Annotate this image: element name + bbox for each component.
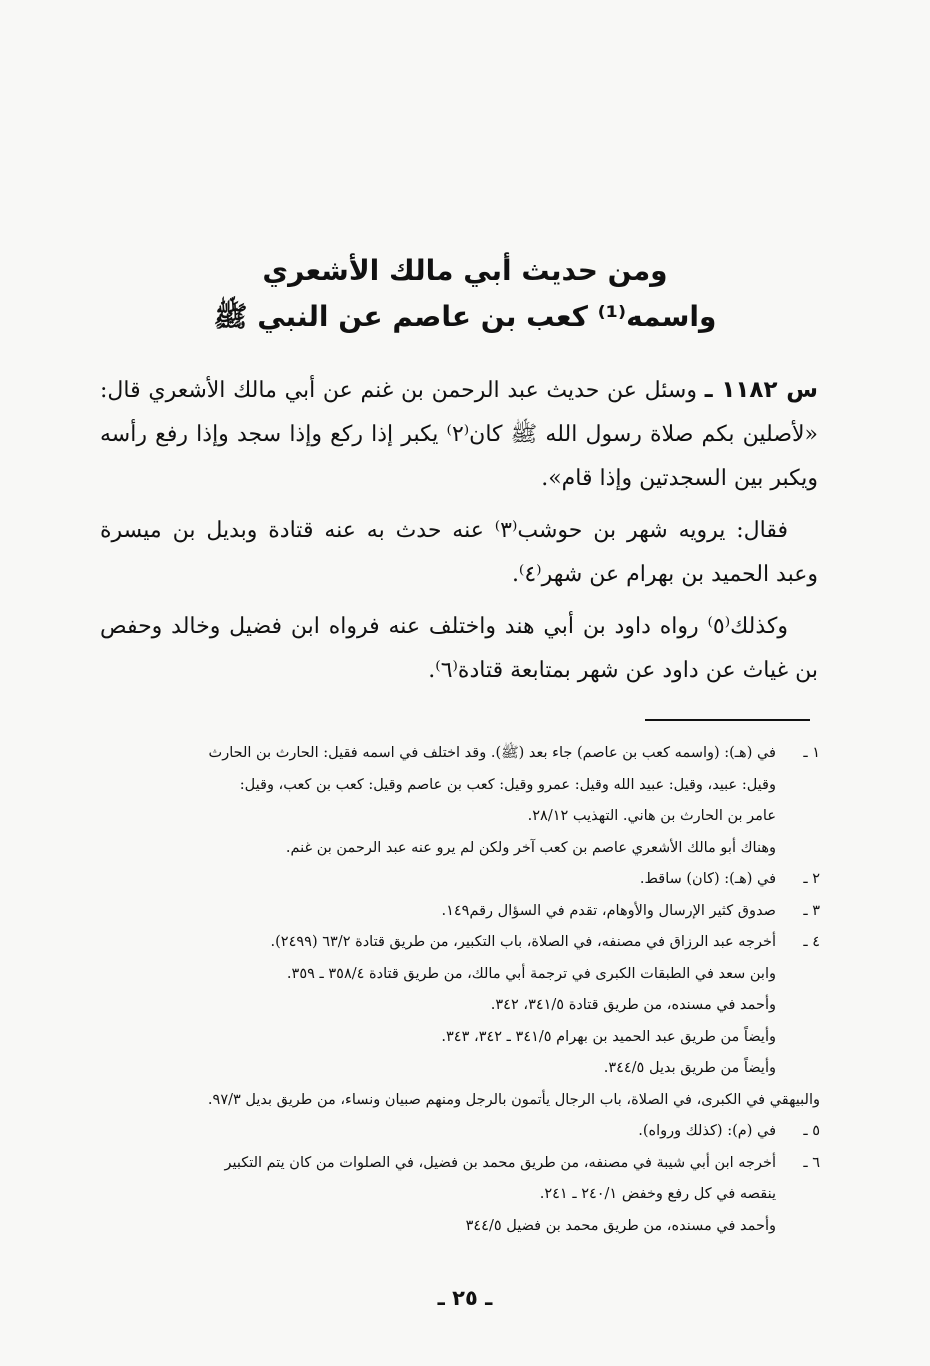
footnotes <box>108 738 820 1242</box>
footnote-line: صدوق كثير الإرسال والأوهام، تقدم في السؤال رقم١٤٩. <box>441 902 776 919</box>
footnote-line: أخرجه عبد الرزاق في مصنفه، في الصلاة، باب التكبير، من طريق قتادة ٦٣/٢ (٢٤٩٩). <box>270 934 776 950</box>
heading-line-1: ومن حديث أبي مالك الأشعري <box>262 254 668 287</box>
footnote-1 <box>108 738 820 864</box>
page-number: ـ ٢٥ ـ <box>437 1286 493 1310</box>
paragraph-answer: فقال: يرويه شهر بن حوشب⁽٣⁾ عنه حدث به عنه قتادة وبديل بن ميسرة وعبد الحميد بن بهرام عن شهر⁽٤⁾. <box>100 518 818 587</box>
footnote-number: ٦ ـ <box>803 1154 820 1171</box>
question-number: س ١١٨٢ ـ <box>704 377 818 403</box>
footnote-line: أخرجه ابن أبي شيبة في مصنفه، من طريق محمد بن فضيل، في الصلوات من كان يتم التكبير <box>224 1154 776 1171</box>
paragraph-narration: وكذلك⁽٥⁾ رواه داود بن أبي هند واختلف عنه فرواه ابن فضيل وخالد وحفص بن غياث عن داود عن شهر بمتابعة قتادة⁽٦⁾. <box>100 614 818 683</box>
footnote-5 <box>108 1116 820 1148</box>
footnote-line: والبيهقي في الكبرى، في الصلاة، باب الرجال يأتمون بالرجل ومنهم صبيان ونساء، من طريق بديل ٩٧/٣. <box>207 1091 820 1108</box>
footnote-line: في (هـ): (كان) ساقط. <box>639 871 776 887</box>
footnote-line: في (م): (كذلك ورواه). <box>638 1123 776 1139</box>
footnote-2 <box>108 864 820 896</box>
footnote-line: وأحمد في مسنده، من طريق محمد بن فضيل ٣٤٤/٥ <box>465 1217 776 1234</box>
footnote-number: ٢ ـ <box>803 871 820 887</box>
footnote-line: عامر بن الحارث بن هاني. التهذيب ٢٨/١٢. <box>527 808 776 824</box>
chapter-heading <box>120 248 810 340</box>
footnote-number: ٤ ـ <box>803 934 820 950</box>
footnote-line: وابن سعد في الطبقات الكبرى في ترجمة أبي مالك، من طريق قتادة ٣٥٨/٤ ـ ٣٥٩. <box>286 965 776 982</box>
footnote-separator <box>645 719 810 721</box>
footnote-number: ٥ ـ <box>803 1123 820 1139</box>
question-text: وسئل عن حديث عبد الرحمن بن غنم عن أبي مالك الأشعري قال: «لأصلين بكم صلاة رسول الله ﷺ كان⁽٢⁾ يكبر إذا ركع وإذا سجد وإذا رفع رأسه ويكبر بين السجدتين وإذا قام». <box>100 378 819 491</box>
footnote-number: ١ ـ <box>803 745 820 761</box>
footnote-line: وقيل: عبيد، وقيل: عبيد الله وقيل: عمرو وقيل: كعب بن عاصم وقيل: كعب بن كعب، وقيل: <box>239 776 776 793</box>
footnote-3 <box>108 896 820 928</box>
heading-line-2: واسمه⁽¹⁾ كعب بن عاصم عن النبي ﷺ <box>213 300 717 333</box>
footnote-line: وأحمد في مسنده، من طريق قتادة ٣٤١/٥، ٣٤٢. <box>490 997 776 1013</box>
footnote-line: وهناك أبو مالك الأشعري عاصم بن كعب آخر ولكن لم يرو عنه عبد الرحمن بن غنم. <box>285 839 776 856</box>
footnote-line: في (هـ): (واسمه كعب بن عاصم) جاء بعد (ﷺ). وقد اختلف في اسمه فقيل: الحارث بن الحارث <box>208 745 776 761</box>
footnote-number: ٣ ـ <box>803 902 820 919</box>
footnote-4 <box>108 927 820 1116</box>
footnote-line: وأيضاً من طريق عبد الحميد بن بهرام ٣٤١/٥ ـ ٣٤٢، ٣٤٣. <box>441 1028 776 1045</box>
footnote-line: وأيضاً من طريق بديل ٣٤٤/٥. <box>603 1060 776 1076</box>
footnote-6 <box>108 1148 820 1243</box>
paragraph-question <box>100 368 818 501</box>
main-text <box>100 368 818 701</box>
footnote-line: ينقصه في كل رفع وخفض ٢٤٠/١ ـ ٢٤١. <box>539 1186 776 1202</box>
